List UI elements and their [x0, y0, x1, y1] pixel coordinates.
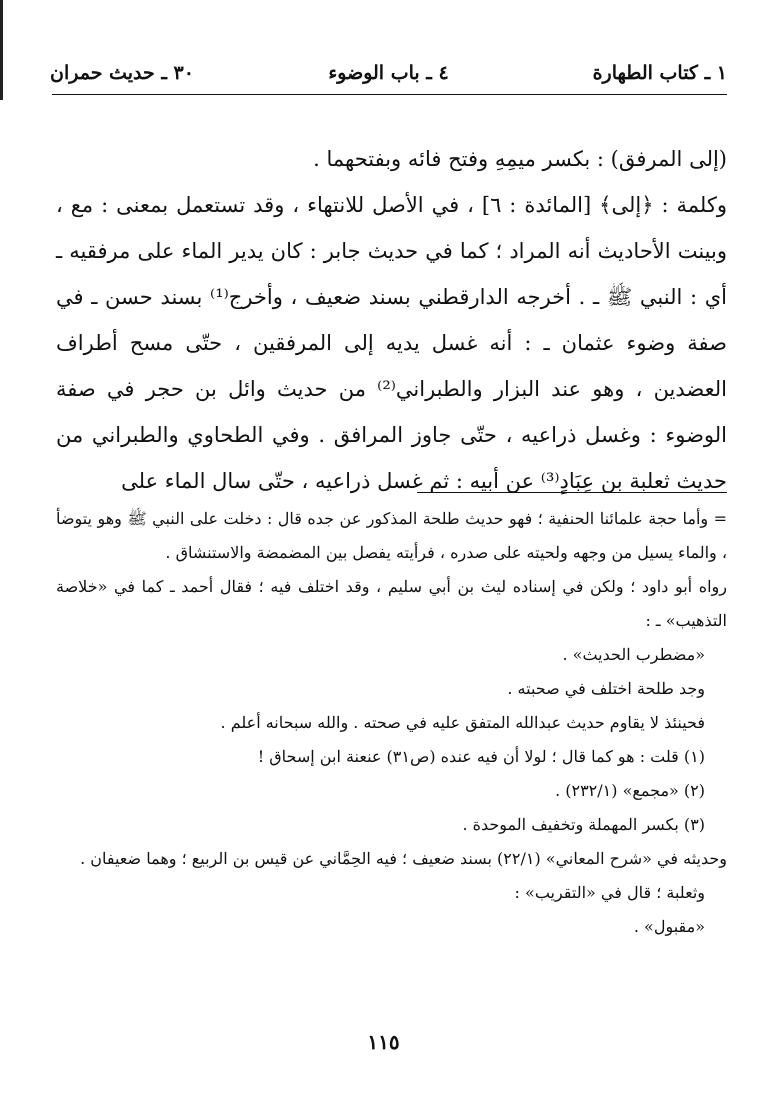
footnote-quote: «مضطرب الحديث» . [562, 645, 705, 664]
footnote-2: (٢) «مجمع» (٢٣٢/١) . [555, 781, 705, 800]
footnote-paragraph: وثعلبة ؛ قال في «التقريب» : [514, 883, 705, 902]
header-book-title: ١ ـ كتاب الطهارة [592, 62, 727, 84]
main-text [56, 136, 727, 504]
footnote-paragraph: وجد طلحة اختلف في صحبته . [507, 679, 705, 698]
footnote-paragraph: وحديثه في «شرح المعاني» (٢٢/١) بسند ضعيف ؛ فيه الحِمَّاني عن قيس بن الربيع ؛ وهما ضعيفان . [80, 849, 727, 868]
footnote-continuation: = وأما حجة علمائنا الحنفية ؛ فهو حديث طلحة المذكور عن جده قال : دخلت على النبي ﷺ وهو يتوضأ ، والماء يسيل من وجهه ولحيته على صدره ، فرأيته يفصل بين المضمضة والاستنشاق . [56, 509, 727, 562]
footnotes [56, 502, 727, 944]
header-hadith-title: ٣٠ ـ حديث حمران [50, 62, 194, 84]
page-edge-rule [0, 0, 3, 100]
footnote-divider [417, 492, 727, 493]
main-paragraph: (إلى المرفق) : بكسر ميمِهِ وفتح فائه وبفتحهما . [313, 147, 727, 171]
footnote-paragraph: فحينئذ لا يقاوم حديث عبدالله المتفق عليه في صحته . والله سبحانه أعلم . [220, 713, 705, 732]
header-divider [52, 94, 727, 95]
footnote-quote: «مقبول» . [633, 917, 705, 936]
running-header [50, 58, 727, 94]
main-paragraph: وكلمة : ﴿إلى﴾ [المائدة : ٦] ، في الأصل للانتهاء ، وقد تستعمل بمعنى : مع ، وبينت الأحاديث أنه المراد ؛ كما في حديث جابر : كان يدير الماء على مرفقيه ـ أي : النبي ﷺ ـ . أخرجه الدارقطني بسند ضعيف ، وأخرج⁽¹⁾ بسند حسن ـ في صفة وضوء عثمان ـ : أنه غسل يديه إلى المرفقين ، حتّى مسح أطراف العضدين ، وهو عند البزار والطبراني⁽²⁾ من حديث وائل بن حجر في صفة الوضوء : وغسل ذراعيه ، حتّى جاوز المرافق . وفي الطحاوي والطبراني من حديث ثعلبة بن عِبَادٍ⁽³⁾ عن أبيه : ثم غسل ذراعيه ، حتّى سال الماء على [56, 193, 727, 493]
footnote-3: (٣) بكسر المهملة وتخفيف الموحدة . [462, 815, 705, 834]
page-number: ١١٥ [367, 1030, 400, 1054]
header-chapter-title: ٤ ـ باب الوضوء [328, 62, 449, 84]
footnote-paragraph: رواه أبو داود ؛ ولكن في إسناده ليث بن أبي سليم ، وقد اختلف فيه ؛ فقال أحمد ـ كما في «خلاصة التذهيب» ـ : [56, 577, 728, 630]
footnote-1: (١) قلت : هو كما قال ؛ لولا أن فيه عنده (ص٣١) عنعنة ابن إسحاق ! [257, 747, 705, 766]
